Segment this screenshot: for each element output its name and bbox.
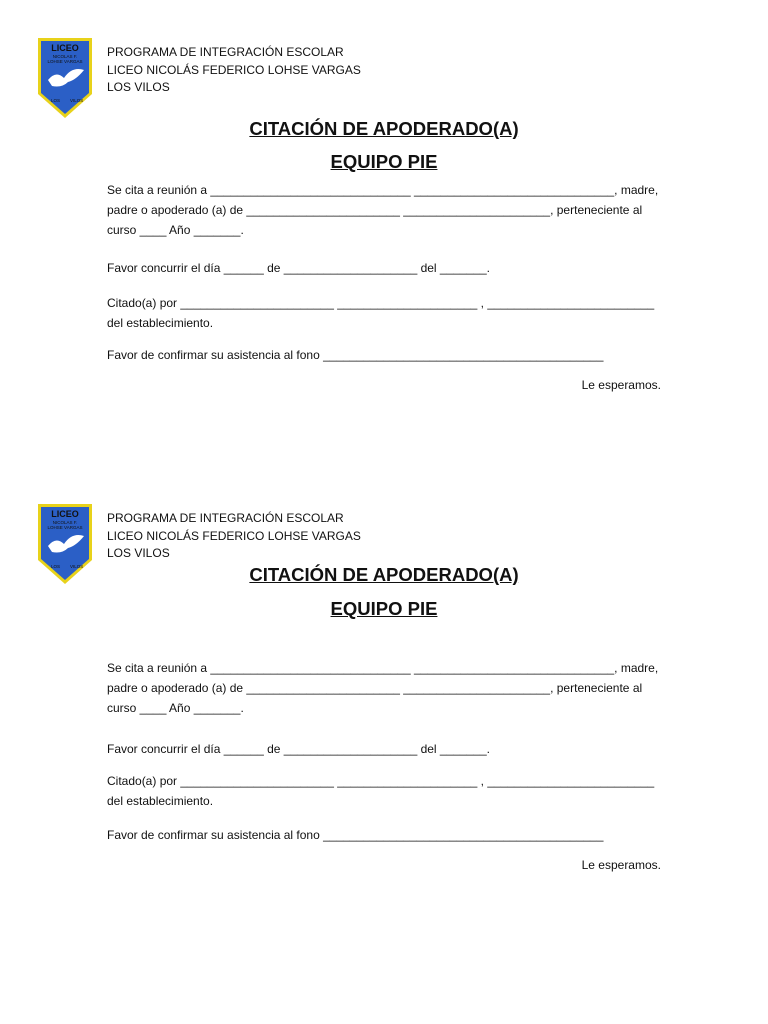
school-crest-logo [36, 36, 94, 120]
program-name: PROGRAMA DE INTEGRACIÓN ESCOLAR [107, 45, 344, 59]
text-line: del establecimiento. [107, 794, 214, 808]
form-title: CITACIÓN DE APODERADO(A) [249, 118, 519, 139]
form-subtitle: EQUIPO PIE [330, 598, 438, 619]
text-line: Se cita a reunión a ______________________________ ______________________________, madre, [107, 661, 659, 675]
svg-text:VILOS: VILOS [70, 98, 84, 103]
text-line: curso ____ Año _______. [107, 701, 244, 715]
svg-text:VILOS: VILOS [70, 564, 84, 569]
svg-text:LICEO: LICEO [51, 509, 79, 519]
svg-text:LOHSE VARGAS: LOHSE VARGAS [47, 525, 83, 530]
text-line: del establecimiento. [107, 316, 214, 330]
date-paragraph [107, 739, 667, 759]
svg-text:LOHSE VARGAS: LOHSE VARGAS [47, 59, 83, 64]
school-name: LICEO NICOLÁS FEDERICO LOHSE VARGAS [107, 528, 361, 543]
meeting-paragraph [107, 658, 667, 718]
confirm-paragraph [107, 825, 667, 845]
closing-text: Le esperamos. [581, 378, 661, 392]
svg-text:LICEO: LICEO [51, 43, 79, 53]
svg-text:LOS: LOS [51, 98, 61, 103]
form-subtitle: EQUIPO PIE [330, 151, 438, 172]
text-line: Favor concurrir el día ______ de ____________________ del _______. [107, 261, 490, 275]
header-block [107, 44, 361, 97]
text-line: curso ____ Año _______. [107, 223, 244, 237]
text-line: Citado(a) por _______________________ _____________________ , _________________________ [107, 296, 655, 310]
svg-text:NICOLAS F.: NICOLAS F. [52, 54, 78, 59]
meeting-paragraph [107, 180, 667, 240]
text-line: Se cita a reunión a ______________________________ ______________________________, madre, [107, 183, 659, 197]
city-name: LOS VILOS [107, 80, 170, 94]
svg-text:NICOLAS F.: NICOLAS F. [52, 520, 78, 525]
svg-text:LOS: LOS [51, 564, 61, 569]
school-name: LICEO NICOLÁS FEDERICO LOHSE VARGAS [107, 62, 361, 77]
text-line: padre o apoderado (a) de _______________________ ______________________, perteneciente al [107, 681, 643, 695]
text-line: Favor de confirmar su asistencia al fono __________________________________________ [107, 828, 604, 842]
cited-by-paragraph [107, 293, 667, 333]
confirm-paragraph [107, 345, 667, 365]
closing-text: Le esperamos. [581, 858, 661, 872]
text-line: Favor concurrir el día ______ de ____________________ del _______. [107, 742, 490, 756]
text-line: padre o apoderado (a) de _______________________ ______________________, perteneciente al [107, 203, 643, 217]
cited-by-paragraph [107, 771, 667, 811]
form-title: CITACIÓN DE APODERADO(A) [249, 564, 519, 585]
program-name: PROGRAMA DE INTEGRACIÓN ESCOLAR [107, 511, 344, 525]
text-line: Citado(a) por _______________________ _____________________ , _________________________ [107, 774, 655, 788]
date-paragraph [107, 258, 667, 278]
city-name: LOS VILOS [107, 546, 170, 560]
header-block [107, 510, 361, 563]
text-line: Favor de confirmar su asistencia al fono __________________________________________ [107, 348, 604, 362]
